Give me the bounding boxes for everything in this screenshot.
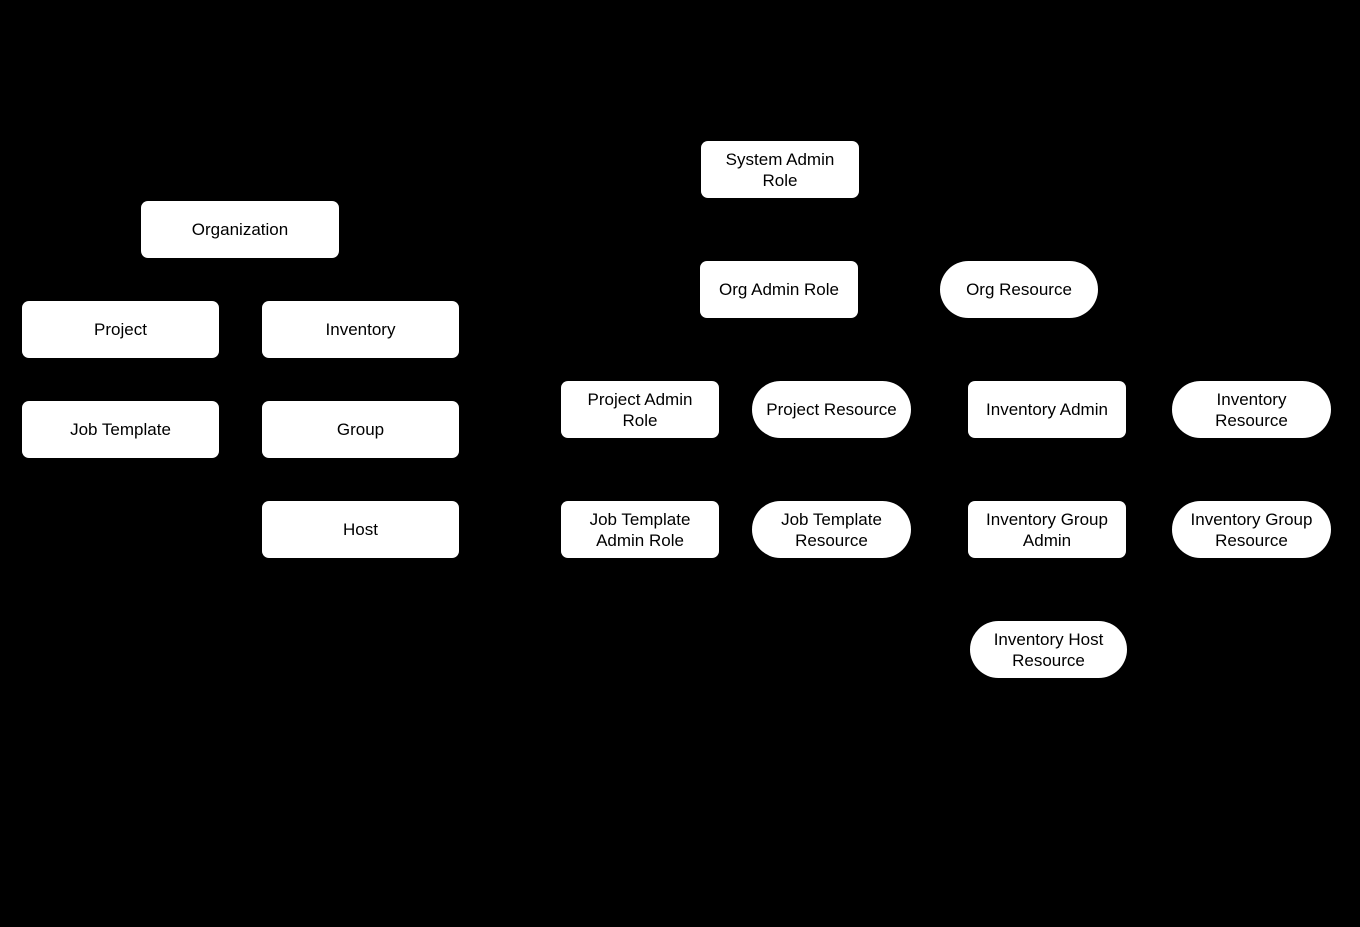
node-host-label: Host (343, 520, 378, 539)
node-group-label: Group (336, 420, 385, 439)
node-inventory (262, 301, 459, 358)
node-inventory-admin (968, 381, 1126, 438)
node-project-resource-label: Project Resource (766, 400, 897, 419)
node-inventory-group-resource-label: Inventory Group Resource (1190, 509, 1313, 550)
node-job-template-resource-label: Job Template Resource (781, 509, 882, 550)
node-org-resource-label: Org Resource (966, 280, 1072, 299)
node-group (262, 401, 459, 458)
node-project-label: Project (94, 320, 147, 339)
node-inventory-label: Inventory (325, 320, 396, 339)
node-project-admin-role (561, 381, 719, 438)
node-system-admin-role-label: System Admin Role (725, 149, 835, 190)
node-org-admin-role (700, 261, 858, 318)
node-system-admin-role (701, 141, 859, 198)
node-job-template-admin-role (561, 501, 719, 558)
node-project-admin-role-label: Project Admin Role (587, 389, 693, 430)
node-host (262, 501, 459, 558)
node-inventory-resource (1172, 381, 1331, 438)
node-inventory-resource-label: Inventory Resource (1215, 389, 1288, 430)
node-org-resource (940, 261, 1098, 318)
node-organization (141, 201, 339, 258)
node-project-resource (752, 381, 911, 438)
node-org-admin-role-label: Org Admin Role (719, 280, 839, 299)
node-job-template (22, 401, 219, 458)
node-inventory-admin-label: Inventory Admin (986, 400, 1108, 419)
node-inventory-host-resource (970, 621, 1127, 678)
node-inventory-host-resource-label: Inventory Host Resource (993, 629, 1104, 670)
node-job-template-resource (752, 501, 911, 558)
node-organization-label: Organization (191, 220, 289, 239)
node-inventory-group-resource (1172, 501, 1331, 558)
node-project (22, 301, 219, 358)
node-job-template-admin-role-label: Job Template Admin Role (589, 509, 691, 550)
node-inventory-group-admin (968, 501, 1126, 558)
node-inventory-group-admin-label: Inventory Group Admin (986, 509, 1108, 550)
node-job-template-label: Job Template (70, 420, 171, 439)
